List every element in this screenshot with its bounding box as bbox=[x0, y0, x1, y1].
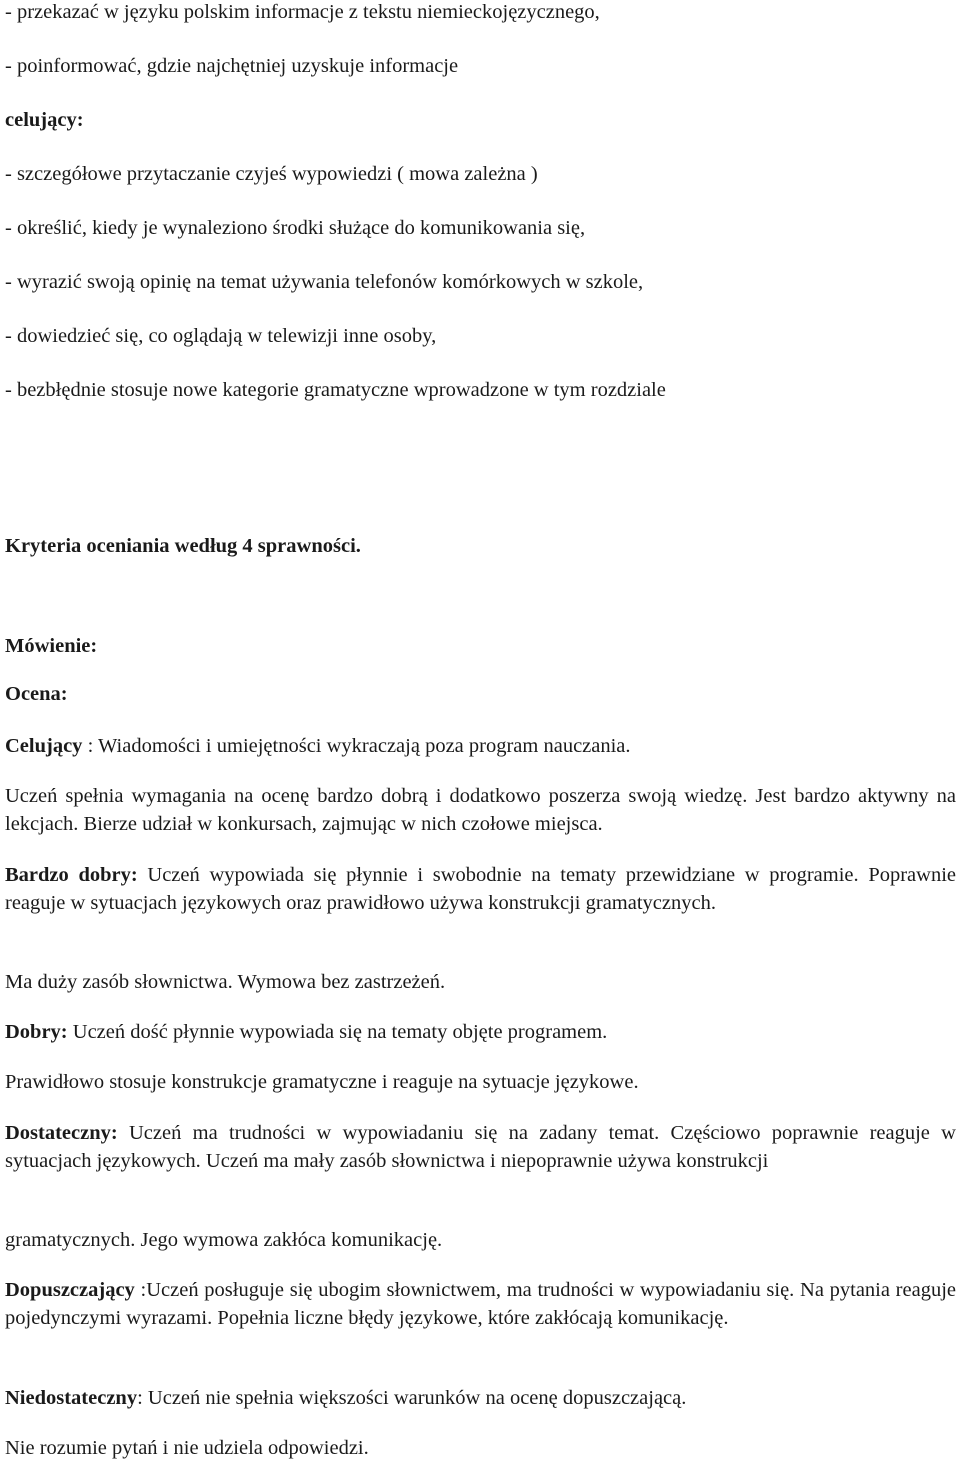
grade-dobry: Dobry: Uczeń dość płynnie wypowiada się na tematy objęte programem. bbox=[5, 1021, 608, 1043]
list-item: - bezbłędnie stosuje nowe kategorie gramatyczne wprowadzone w tym rozdziale bbox=[5, 379, 666, 401]
criteria-heading: Kryteria oceniania według 4 sprawności. bbox=[5, 535, 361, 557]
grade-dostateczny: Dostateczny: Uczeń ma trudności w wypowiadaniu się na zadany temat. Częściowo poprawnie reaguje w sytuacjach językowych. Uczeń ma mały zasób słownictwa i niepoprawnie używa konstrukcji bbox=[5, 1122, 956, 1172]
grade-niedostateczny-details: Nie rozumie pytań i nie udziela odpowiedzi. bbox=[5, 1437, 369, 1459]
grade-label: Ocena: bbox=[5, 683, 68, 705]
list-item: - dowiedzieć się, co oglądają w telewizji inne osoby, bbox=[5, 325, 437, 347]
grade-celujacy-details: Uczeń spełnia wymagania na ocenę bardzo dobrą i dodatkowo poszerza swoją wiedzę. Jest bardzo aktywny na lekcjach. Bierze udział w konkursach, zajmując w nich czołowe miejsca. bbox=[5, 785, 956, 835]
grade-subheading: celujący: bbox=[5, 109, 84, 131]
list-item: - wyrazić swoją opinię na temat używania telefonów komórkowych w szkole, bbox=[5, 271, 644, 293]
list-item: - określić, kiedy je wynaleziono środki służące do komunikowania się, bbox=[5, 217, 586, 239]
section-heading: Mówienie: bbox=[5, 635, 98, 657]
list-item: - poinformować, gdzie najchętniej uzyskuje informacje bbox=[5, 55, 459, 77]
grade-celujacy: Celujący : Wiadomości i umiejętności wykraczają poza program nauczania. bbox=[5, 735, 631, 757]
grade-dostateczny-details: gramatycznych. Jego wymowa zakłóca komunikację. bbox=[5, 1229, 443, 1251]
list-item: - przekazać w języku polskim informacje z tekstu niemieckojęzycznego, bbox=[5, 1, 600, 23]
grade-bardzo-dobry-details: Ma duży zasób słownictwa. Wymowa bez zastrzeżeń. bbox=[5, 971, 446, 993]
grade-dopuszczajacy: Dopuszczający :Uczeń posługuje się ubogim słownictwem, ma trudności w wypowiadaniu się. Na pytania reaguje pojedynczymi wyrazami. Popełnia liczne błędy językowe, które zakłócają komunikację. bbox=[5, 1279, 956, 1329]
grade-bardzo-dobry: Bardzo dobry: Uczeń wypowiada się płynnie i swobodnie na tematy przewidziane w programie. Poprawnie reaguje w sytuacjach językowych oraz prawidłowo używa konstrukcji gramatycznych. bbox=[5, 864, 956, 914]
grade-dobry-details: Prawidłowo stosuje konstrukcje gramatyczne i reaguje na sytuacje językowe. bbox=[5, 1071, 639, 1093]
list-item: - szczegółowe przytaczanie czyjeś wypowiedzi ( mowa zależna ) bbox=[5, 163, 538, 185]
grade-niedostateczny: Niedostateczny: Uczeń nie spełnia większości warunków na ocenę dopuszczającą. bbox=[5, 1387, 687, 1409]
